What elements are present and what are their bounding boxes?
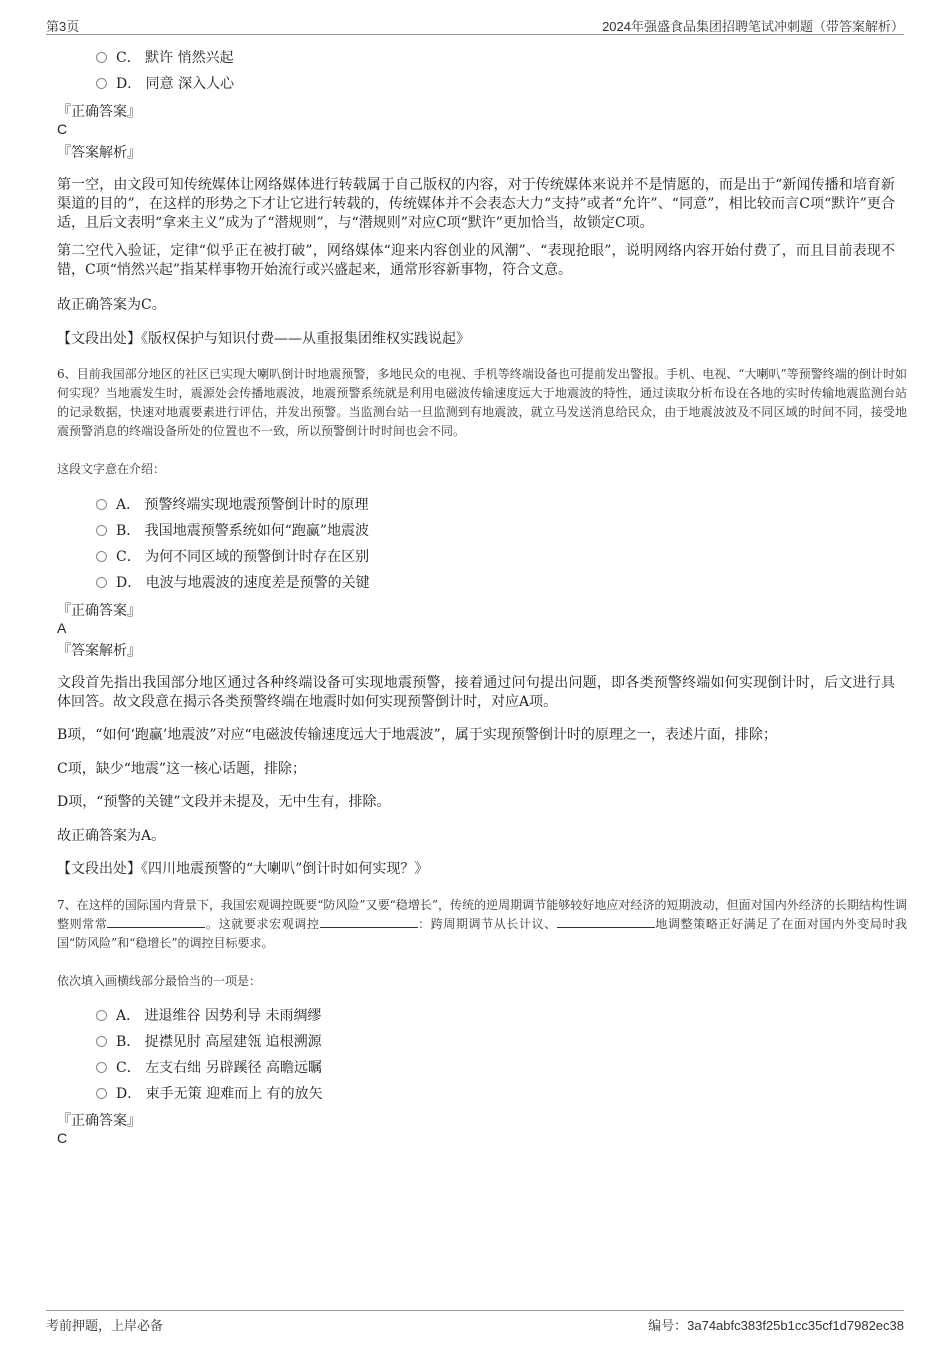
fill-blank — [320, 915, 418, 928]
analysis-conclusion: 故正确答案为C。 — [57, 297, 166, 313]
option-c[interactable] — [96, 1057, 322, 1079]
option-a[interactable] — [96, 1005, 321, 1027]
option-c[interactable] — [96, 47, 234, 69]
option-c[interactable] — [96, 546, 369, 568]
page-header — [46, 14, 904, 35]
page-number: 第3页 — [46, 19, 80, 34]
analysis-paragraph: B项，“如何‘跑赢’地震波”对应“电磁波传输速度远大于地震波”，属于实现预警倒计时的原理之一，表述片面，排除； — [57, 727, 777, 743]
answer-label: 『正确答案』 — [57, 1113, 141, 1129]
page-footer — [46, 1310, 904, 1335]
option-label: C． 为何不同区域的预警倒计时存在区别 — [116, 549, 370, 565]
stem-part: 。这就要求宏观调控 — [205, 917, 320, 931]
stem-part: ：跨周期调节从长计议、 — [417, 917, 557, 931]
question-prompt: 依次填入画横线部分最恰当的一项是： — [57, 974, 262, 988]
question-prompt: 这段文字意在介绍： — [57, 462, 166, 476]
option-d[interactable] — [96, 73, 234, 95]
document-title: 2024年强盛食品集团招聘笔试冲刺题（带答案解析） — [602, 19, 904, 34]
option-label: D． 同意 深入人心 — [116, 76, 235, 92]
analysis-paragraph: 第一空，由文段可知传统媒体让网络媒体进行转载属于自己版权的内容，对于传统媒体来说并不是情愿的，而是出于“新闻传播和培育新渠道的目的”，在这样的形势之下才让它进行转载的，传统媒体并不会表态大力“支持”或者“允许”、“同意”，相比较而言C项“默许”更合适，且后文表明“拿来主义”成为了“潜规则”，与“潜规则”对应C项“默许”更加恰当，故锁定C项。 — [57, 177, 895, 231]
radio-icon[interactable] — [96, 577, 107, 588]
option-label: B． 捉襟见肘 高屋建瓴 追根溯源 — [116, 1034, 322, 1050]
answer-label: 『正确答案』 — [57, 603, 141, 619]
answer-value: A — [57, 620, 67, 636]
radio-icon[interactable] — [96, 525, 107, 536]
option-b[interactable] — [96, 520, 369, 542]
fill-blank — [557, 915, 655, 928]
answer-value: C — [57, 1130, 68, 1146]
radio-icon[interactable] — [96, 1062, 107, 1073]
option-label: C． 默许 悄然兴起 — [116, 50, 234, 66]
radio-icon[interactable] — [96, 1036, 107, 1047]
option-label: A． 预警终端实现地震预警倒计时的原理 — [116, 497, 369, 513]
radio-icon[interactable] — [96, 551, 107, 562]
question-stem — [57, 896, 907, 953]
answer-value: C — [57, 121, 68, 137]
document-id: 编号：3a74abfc383f25b1cc35cf1d7982ec38 — [648, 1318, 904, 1333]
source-citation: 【文段出处】《四川地震预警的“大喇叭”倒计时如何实现？》 — [57, 861, 429, 877]
radio-icon[interactable] — [96, 52, 107, 63]
option-label: B． 我国地震预警系统如何“跑赢”地震波 — [116, 523, 370, 539]
answer-label: 『正确答案』 — [57, 104, 141, 120]
option-label: D． 束手无策 迎难而上 有的放矢 — [116, 1086, 323, 1102]
radio-icon[interactable] — [96, 499, 107, 510]
option-b[interactable] — [96, 1031, 322, 1053]
stem-part: 地调整策略正好满足了在面对国内外变局时我国“防风险”和“稳增长”的调控目标要求。 — [57, 917, 907, 950]
option-a[interactable] — [96, 494, 369, 516]
option-d[interactable] — [96, 1083, 323, 1105]
analysis-paragraph: D项，“预警的关键”文段并未提及，无中生有，排除。 — [57, 794, 391, 810]
footer-slogan: 考前押题，上岸必备 — [46, 1318, 164, 1333]
question-stem: 6、目前我国部分地区的社区已实现大喇叭倒计时地震预警，多地民众的电视、手机等终端设备也可提前发出警报。手机、电视、“大喇叭”等预警终端的倒计时如何实现？当地震发生时，震源处会传播地震波，地震预警系统就是利用电磁波传输速度远大于地震波的特性，通过读取分析布设在各地的实时传输地震监测台站的记录数据，快速对地震要素进行评估，并发出预警。当监测台站一旦监测到有地震波，就立马发送消息给民众，由于地震波波及不同区域的时间不同，接受地震预警消息的终端设备所处的位置也不一致，所以预警倒计时时间也会不同。 — [57, 367, 907, 438]
analysis-paragraph: 文段首先指出我国部分地区通过各种终端设备可实现地震预警，接着通过问句提出问题，即各类预警终端如何实现倒计时，后文进行具体回答。故文段意在揭示各类预警终端在地震时如何实现预警倒计时，对应A项。 — [57, 675, 895, 710]
radio-icon[interactable] — [96, 78, 107, 89]
fill-blank — [107, 915, 205, 928]
stem-part: 7、在这样的国际国内背景下，我国宏观调控既要“防风险”又要“稳增长”，传统的逆周期调节能够较好地应对经济的短期波动，但面对国内外经济的长期结构性调整则常常 — [57, 898, 907, 931]
option-d[interactable] — [96, 572, 370, 594]
analysis-paragraph: C项，缺少“地震”这一核心话题，排除； — [57, 761, 307, 777]
option-label: C． 左支右绌 另辟蹊径 高瞻远瞩 — [116, 1060, 323, 1076]
analysis-label: 『答案解析』 — [57, 643, 141, 659]
analysis-paragraph: 第二空代入验证，定律“似乎正在被打破”，网络媒体“迎来内容创业的风潮”、“表现抢眼”，说明网络内容开始付费了，而且目前表现不错，C项“悄然兴起”指某样事物开始流行或兴盛起来，通常形容新事物，符合文意。 — [57, 243, 895, 278]
option-label: D． 电波与地震波的速度差是预警的关键 — [116, 575, 370, 591]
analysis-conclusion: 故正确答案为A。 — [57, 828, 166, 844]
analysis-label: 『答案解析』 — [57, 145, 141, 161]
radio-icon[interactable] — [96, 1088, 107, 1099]
radio-icon[interactable] — [96, 1010, 107, 1021]
source-citation: 【文段出处】《版权保护与知识付费——从重报集团维权实践说起》 — [57, 331, 470, 347]
option-label: A． 进退维谷 因势利导 未雨绸缪 — [116, 1008, 322, 1024]
